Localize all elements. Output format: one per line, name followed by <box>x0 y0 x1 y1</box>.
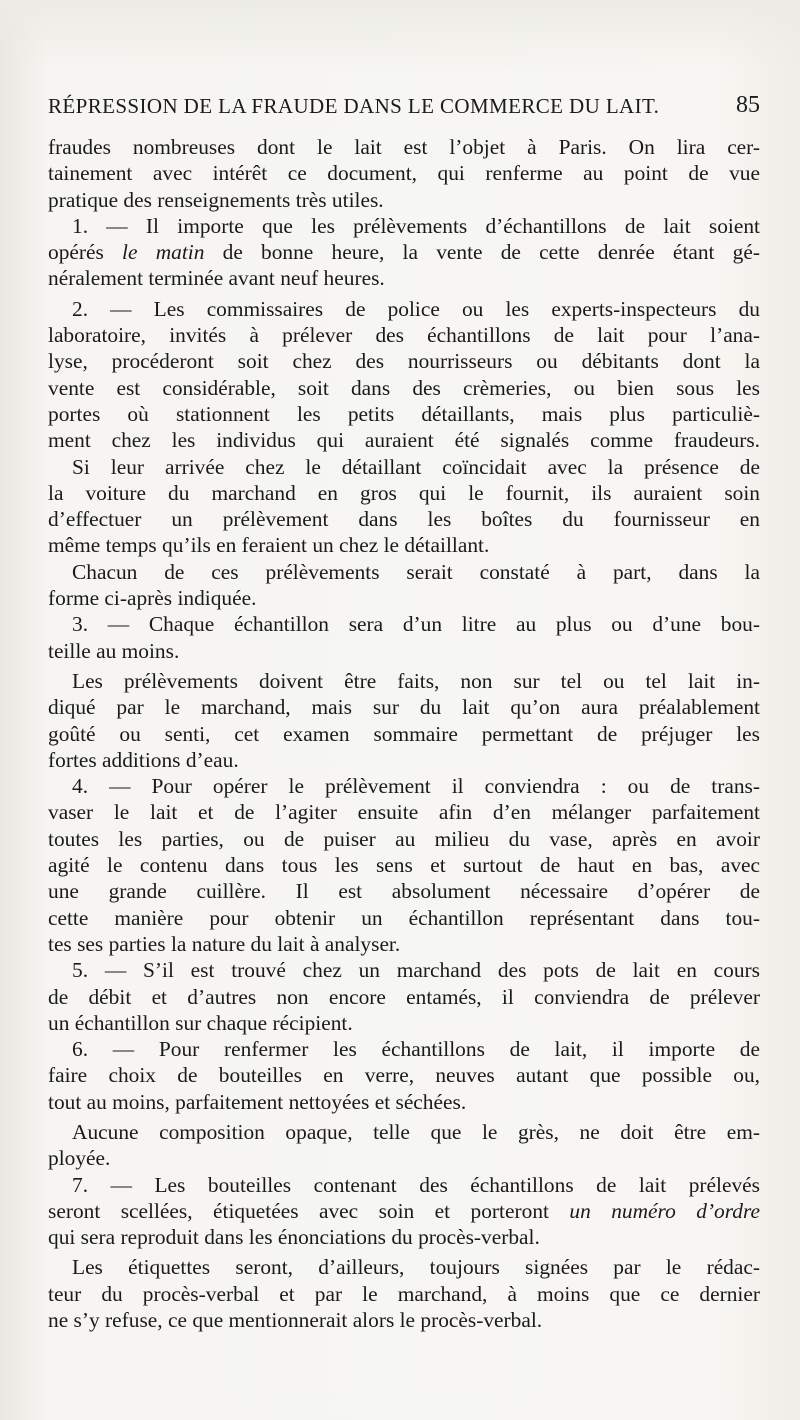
italic-text: le matin <box>122 240 205 265</box>
text-run: opérés <box>48 240 123 265</box>
paragraph-7-line <box>48 1198 760 1224</box>
paragraph-1-line: 1. — Il importe que les prélèvements d’échantillons de lait soient <box>72 213 760 238</box>
paragraph-2-line: portes où stationnent les petits détaillants, mais plus particuliè- <box>48 401 760 426</box>
text-line: fraudes nombreuses dont le lait est l’objet à Paris. On lira cer- <box>48 135 760 159</box>
paragraph-4-line: vaser le lait et de l’agiter ensuite afin d’en mélanger parfaitement <box>48 800 760 825</box>
paragraph-4-line: 4. — Pour opérer le prélèvement il conviendra : ou de trans- <box>72 774 760 799</box>
paragraph-2-line: vente est considérable, soit dans des crèmeries, ou bien sous les <box>48 375 760 400</box>
text-line: pratique des renseignements très utiles. <box>48 187 384 212</box>
paragraph-line: la voiture du marchand en gros qui le fournit, ils auraient soin <box>48 480 760 505</box>
paragraph-line: forme ci-après indiquée. <box>48 586 257 611</box>
paragraph-1-line: néralement terminée avant neuf heures. <box>48 266 385 291</box>
paragraph-line: d’effectuer un prélèvement dans les boîtes du fournisseur en <box>48 507 760 532</box>
paragraph-line: ne s’y refuse, ce que mentionnerait alors le procès-verbal. <box>48 1308 543 1333</box>
page-number: 85 <box>736 92 760 118</box>
paragraph-line: Les étiquettes seront, d’ailleurs, toujours signées par le rédac- <box>72 1255 760 1280</box>
paragraph-line: Chacun de ces prélèvements serait constaté à part, dans la <box>72 559 760 584</box>
paragraph-6-line: tout au moins, parfaitement nettoyées et séchées. <box>48 1089 467 1114</box>
paragraph-2-line: ment chez les individus qui auraient été signalés comme fraudeurs. <box>48 428 760 453</box>
paragraph-2-line: laboratoire, invités à prélever des échantillons de lait pour l’ana- <box>48 323 760 348</box>
paragraph-line: Aucune composition opaque, telle que le grès, ne doit être em- <box>72 1119 760 1144</box>
paragraph-line: goûté ou senti, cet examen sommaire permettant de préjuger les <box>48 721 760 746</box>
paragraph-3-line: 3. — Chaque échantillon sera d’un litre au plus ou d’une bou- <box>72 612 760 637</box>
paragraph-5-line: de débit et d’autres non encore entamés, il conviendra de prélever <box>48 984 760 1009</box>
paragraph-line: Les prélèvements doivent être faits, non sur tel ou tel lait in- <box>72 668 760 693</box>
paragraph-line: même temps qu’ils en feraient un chez le détaillant. <box>48 533 490 558</box>
paragraph-7-line: 7. — Les bouteilles contenant des échantillons de lait prélevés <box>72 1172 760 1197</box>
page-body <box>48 134 760 1333</box>
page-top-shadow <box>0 0 800 70</box>
paragraph-4-line: tes ses parties la nature du lait à analyser. <box>48 931 401 956</box>
paragraph-2-line: lyse, procéderont soit chez des nourrisseurs ou débitants dont la <box>48 349 760 374</box>
paragraph-6-line: faire choix de bouteilles en verre, neuves autant que possible ou, <box>48 1063 760 1088</box>
italic-text: un numéro d’ordre <box>569 1198 760 1223</box>
text-run: de bonne heure, la vente de cette denrée étant gé- <box>204 240 760 265</box>
paragraph-5-line: 5. — S’il est trouvé chez un marchand des pots de lait en cours <box>72 958 760 983</box>
paragraph-7-line: qui sera reproduit dans les énonciations du procès-verbal. <box>48 1225 540 1250</box>
paragraph-3-line: teille au moins. <box>48 638 180 663</box>
text-line: tainement avec intérêt ce document, qui renferme au point de vue <box>48 161 760 186</box>
paragraph-2-line: 2. — Les commissaires de police ou les experts-inspecteurs du <box>72 296 760 321</box>
paragraph-line: ployée. <box>48 1146 111 1171</box>
running-header <box>48 92 760 124</box>
paragraph-1-line <box>48 239 760 265</box>
paragraph-line: Si leur arrivée chez le détaillant coïncidait avec la présence de <box>72 454 760 479</box>
text-run: seront scellées, étiquetées avec soin et porteront <box>48 1198 570 1223</box>
paragraph-6-line: 6. — Pour renfermer les échantillons de lait, il importe de <box>72 1037 760 1062</box>
paragraph-4-line: cette manière pour obtenir un échantillon représentant dans tou- <box>48 905 760 930</box>
paragraph-4-line: toutes les parties, ou de puiser au milieu du vase, après en avoir <box>48 826 760 851</box>
paragraph-4-line: agité le contenu dans tous les sens et surtout de haut en bas, avec <box>48 853 760 878</box>
paragraph-5-line: un échantillon sur chaque récipient. <box>48 1010 353 1035</box>
running-title: RÉPRESSION DE LA FRAUDE DANS LE COMMERCE DU LAIT. <box>48 94 660 118</box>
paragraph-line: teur du procès-verbal et par le marchand, à moins que ce dernier <box>48 1281 760 1306</box>
paragraph-4-line: une grande cuillère. Il est absolument nécessaire d’opérer de <box>48 879 760 904</box>
paragraph-line: diqué par le marchand, mais sur du lait qu’on aura préalablement <box>48 695 760 720</box>
paragraph-line: fortes additions d’eau. <box>48 747 239 772</box>
